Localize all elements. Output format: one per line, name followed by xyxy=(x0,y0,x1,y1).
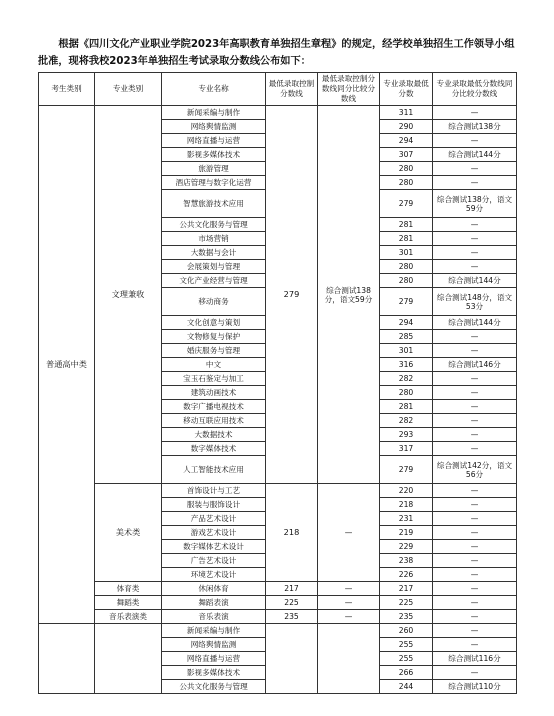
header-cell: 考生类别 xyxy=(39,73,95,106)
min-compare-cell: — xyxy=(433,624,517,638)
major-name-cell: 影视多媒体技术 xyxy=(162,148,266,162)
major-name-cell: 文化产业经营与管理 xyxy=(162,274,266,288)
min-score-cell: 282 xyxy=(380,372,433,386)
student-category-cell xyxy=(39,624,95,694)
min-score-cell: 280 xyxy=(380,176,433,190)
major-category-cell: 舞蹈类 xyxy=(95,596,162,610)
major-name-cell: 数字媒体技术 xyxy=(162,442,266,456)
header-row xyxy=(39,73,517,106)
min-compare-cell: — xyxy=(433,414,517,428)
min-score-cell: 279 xyxy=(380,190,433,218)
header-cell: 专业类别 xyxy=(95,73,162,106)
intro-paragraph: 根据《四川文化产业职业学院2023年高职教育单独招生章程》的规定，经学校单独招生工作领导小组批准，现将我校2023年单独招生考试录取分数线公布如下： xyxy=(38,39,515,67)
major-name-cell: 产品艺术设计 xyxy=(162,512,266,526)
min-score-cell: 235 xyxy=(380,610,433,624)
header-cell: 专业录取最低分数线同分比较分数线 xyxy=(433,73,517,106)
min-score-cell: 281 xyxy=(380,400,433,414)
header-cell: 专业名称 xyxy=(162,73,266,106)
table-row xyxy=(39,582,517,596)
min-compare-cell: — xyxy=(433,386,517,400)
min-compare-cell: — xyxy=(433,582,517,596)
min-compare-cell: 综合测试142分，语文56分 xyxy=(433,456,517,484)
major-category-cell xyxy=(95,624,162,694)
min-score-cell: 279 xyxy=(380,456,433,484)
major-name-cell: 影视多媒体技术 xyxy=(162,666,266,680)
major-name-cell: 文化创意与策划 xyxy=(162,316,266,330)
min-compare-cell: 综合测试138分，语文59分 xyxy=(433,190,517,218)
major-name-cell: 中文 xyxy=(162,358,266,372)
min-score-cell: 301 xyxy=(380,344,433,358)
table-row xyxy=(39,484,517,498)
min-compare-cell: — xyxy=(433,666,517,680)
min-score-cell: 280 xyxy=(380,274,433,288)
min-compare-cell: — xyxy=(433,162,517,176)
major-name-cell: 首饰设计与工艺 xyxy=(162,484,266,498)
min-compare-cell: — xyxy=(433,176,517,190)
control-compare-cell: 综合测试138分，语文59分 xyxy=(318,106,380,484)
min-score-cell: 317 xyxy=(380,442,433,456)
major-name-cell: 服装与服饰设计 xyxy=(162,498,266,512)
min-score-cell: 231 xyxy=(380,512,433,526)
min-compare-cell: 综合测试148分，语文53分 xyxy=(433,288,517,316)
control-score-cell: 235 xyxy=(266,610,318,624)
min-score-cell: 255 xyxy=(380,652,433,666)
major-category-cell: 体育类 xyxy=(95,582,162,596)
min-score-cell: 285 xyxy=(380,330,433,344)
major-name-cell: 网络舆情监测 xyxy=(162,120,266,134)
min-compare-cell: — xyxy=(433,428,517,442)
min-score-cell: 225 xyxy=(380,596,433,610)
min-compare-cell: 综合测试138分 xyxy=(433,120,517,134)
min-score-cell: 311 xyxy=(380,106,433,120)
min-compare-cell: — xyxy=(433,638,517,652)
min-score-cell: 229 xyxy=(380,540,433,554)
min-score-cell: 307 xyxy=(380,148,433,162)
control-score-cell: 218 xyxy=(266,484,318,582)
min-compare-cell: — xyxy=(433,442,517,456)
min-score-cell: 280 xyxy=(380,386,433,400)
major-name-cell: 酒店管理与数字化运营 xyxy=(162,176,266,190)
min-score-cell: 255 xyxy=(380,638,433,652)
min-score-cell: 279 xyxy=(380,288,433,316)
control-score-cell: 279 xyxy=(266,106,318,484)
major-name-cell: 休闲体育 xyxy=(162,582,266,596)
major-category-cell: 音乐表演类 xyxy=(95,610,162,624)
table-row xyxy=(39,106,517,120)
min-score-cell: 280 xyxy=(380,260,433,274)
min-score-cell: 281 xyxy=(380,232,433,246)
major-name-cell: 环境艺术设计 xyxy=(162,568,266,582)
min-compare-cell: — xyxy=(433,512,517,526)
major-name-cell: 建筑动画技术 xyxy=(162,386,266,400)
major-name-cell: 网络直播与运营 xyxy=(162,134,266,148)
header-cell: 专业录取最低分数 xyxy=(380,73,433,106)
major-name-cell: 大数据技术 xyxy=(162,428,266,442)
min-score-cell: 294 xyxy=(380,316,433,330)
control-compare-cell: — xyxy=(318,596,380,610)
table-row xyxy=(39,624,517,638)
major-name-cell: 宝玉石鉴定与加工 xyxy=(162,372,266,386)
min-score-cell: 266 xyxy=(380,666,433,680)
major-name-cell: 市场营销 xyxy=(162,232,266,246)
min-compare-cell: — xyxy=(433,344,517,358)
major-name-cell: 数字媒体艺术设计 xyxy=(162,540,266,554)
control-compare-cell xyxy=(318,624,380,694)
major-name-cell: 旅游管理 xyxy=(162,162,266,176)
min-score-cell: 219 xyxy=(380,526,433,540)
major-name-cell: 新闻采编与制作 xyxy=(162,106,266,120)
major-name-cell: 会展策划与管理 xyxy=(162,260,266,274)
header-cell: 最低录取控制分数线 xyxy=(266,73,318,106)
min-compare-cell: — xyxy=(433,596,517,610)
major-name-cell: 公共文化服务与管理 xyxy=(162,680,266,694)
major-name-cell: 音乐表演 xyxy=(162,610,266,624)
major-name-cell: 新闻采编与制作 xyxy=(162,624,266,638)
control-score-cell: 217 xyxy=(266,582,318,596)
min-compare-cell: — xyxy=(433,260,517,274)
min-compare-cell: 综合测试116分 xyxy=(433,652,517,666)
min-score-cell: 226 xyxy=(380,568,433,582)
table-body xyxy=(39,106,517,694)
major-name-cell: 智慧旅游技术应用 xyxy=(162,190,266,218)
min-score-cell: 282 xyxy=(380,414,433,428)
min-compare-cell: — xyxy=(433,400,517,414)
min-compare-cell: — xyxy=(433,246,517,260)
control-compare-cell: — xyxy=(318,582,380,596)
min-compare-cell: — xyxy=(433,232,517,246)
control-score-cell: 225 xyxy=(266,596,318,610)
min-compare-cell: — xyxy=(433,540,517,554)
major-name-cell: 婚庆服务与管理 xyxy=(162,344,266,358)
min-compare-cell: — xyxy=(433,106,517,120)
min-compare-cell: — xyxy=(433,498,517,512)
control-compare-cell: — xyxy=(318,484,380,582)
min-compare-cell: — xyxy=(433,330,517,344)
major-name-cell: 广告艺术设计 xyxy=(162,554,266,568)
major-name-cell: 网络舆情监测 xyxy=(162,638,266,652)
major-name-cell: 公共文化服务与管理 xyxy=(162,218,266,232)
control-compare-cell: — xyxy=(318,610,380,624)
major-name-cell: 文物修复与保护 xyxy=(162,330,266,344)
min-score-cell: 290 xyxy=(380,120,433,134)
major-name-cell: 数字广播电视技术 xyxy=(162,400,266,414)
min-score-cell: 280 xyxy=(380,162,433,176)
min-score-cell: 294 xyxy=(380,134,433,148)
min-score-cell: 244 xyxy=(380,680,433,694)
min-score-cell: 293 xyxy=(380,428,433,442)
table-row xyxy=(39,596,517,610)
control-score-cell xyxy=(266,624,318,694)
min-score-cell: 260 xyxy=(380,624,433,638)
min-compare-cell: — xyxy=(433,554,517,568)
table-row xyxy=(39,610,517,624)
min-compare-cell: — xyxy=(433,134,517,148)
min-compare-cell: 综合测试146分 xyxy=(433,358,517,372)
min-compare-cell: 综合测试144分 xyxy=(433,274,517,288)
min-score-cell: 217 xyxy=(380,582,433,596)
major-name-cell: 网络直播与运营 xyxy=(162,652,266,666)
major-name-cell: 游戏艺术设计 xyxy=(162,526,266,540)
major-name-cell: 舞蹈表演 xyxy=(162,596,266,610)
major-name-cell: 移动互联应用技术 xyxy=(162,414,266,428)
min-score-cell: 218 xyxy=(380,498,433,512)
major-name-cell: 移动商务 xyxy=(162,288,266,316)
major-name-cell: 大数据与会计 xyxy=(162,246,266,260)
min-compare-cell: — xyxy=(433,610,517,624)
admission-score-table xyxy=(38,72,517,694)
header-cell: 最低录取控制分数线同分比较分数线 xyxy=(318,73,380,106)
major-category-cell: 美术类 xyxy=(95,484,162,582)
min-score-cell: 281 xyxy=(380,218,433,232)
min-compare-cell: — xyxy=(433,568,517,582)
min-score-cell: 301 xyxy=(380,246,433,260)
major-category-cell: 文理兼收 xyxy=(95,106,162,484)
student-category-cell: 普通高中类 xyxy=(39,106,95,624)
min-compare-cell: — xyxy=(433,372,517,386)
min-compare-cell: — xyxy=(433,526,517,540)
min-compare-cell: — xyxy=(433,484,517,498)
min-compare-cell: 综合测试110分 xyxy=(433,680,517,694)
major-name-cell: 人工智能技术应用 xyxy=(162,456,266,484)
min-compare-cell: 综合测试144分 xyxy=(433,148,517,162)
min-score-cell: 220 xyxy=(380,484,433,498)
min-score-cell: 238 xyxy=(380,554,433,568)
min-compare-cell: 综合测试144分 xyxy=(433,316,517,330)
min-score-cell: 316 xyxy=(380,358,433,372)
min-compare-cell: — xyxy=(433,218,517,232)
